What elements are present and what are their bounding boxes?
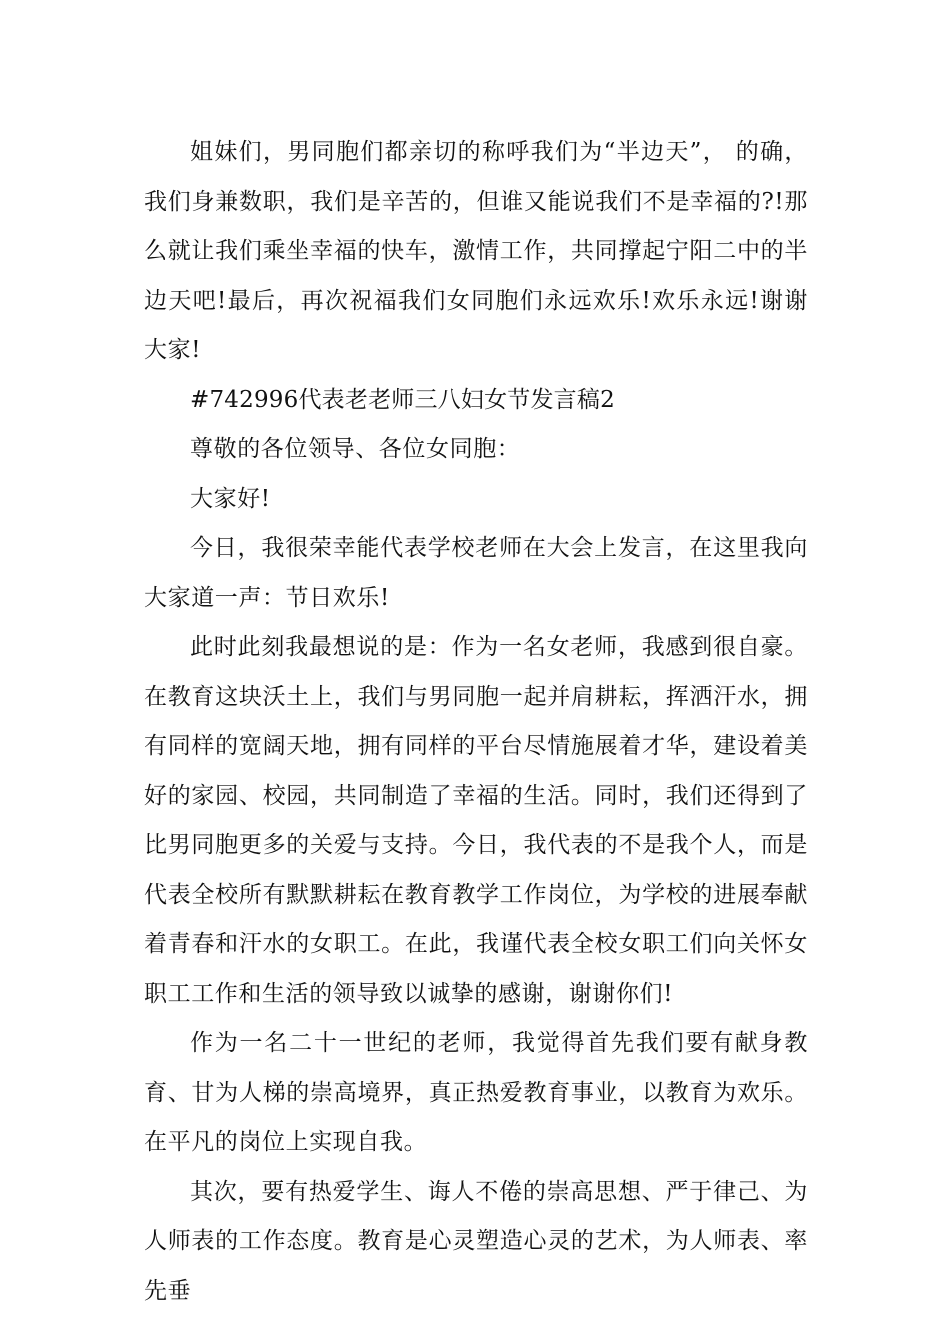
body-paragraph: 作为一名二十一世纪的老师，我觉得首先我们要有献身教育、甘为人梯的崇高境界，真正热爱教育事业，以教育为欢乐。在平凡的岗位上实现自我。 [144, 1030, 808, 1155]
salutation: 尊敬的各位领导、各位女同胞： [190, 436, 521, 462]
opening-paragraph: 今日，我很荣幸能代表学校老师在大会上发言，在这里我向大家道一声：节日欢乐! [144, 535, 808, 611]
body-paragraph: 其次，要有热爱学生、诲人不倦的崇高思想、严于律己、为人师表的工作态度。教育是心灵塑造心灵的艺术，为人师表、率先垂 [144, 1178, 808, 1304]
speech-title: #742996代表老老师三八妇女节发言稿2 [190, 386, 615, 413]
closing-paragraph: 姐妹们，男同胞们都亲切的称呼我们为“半边天”， 的确，我们身兼数职，我们是辛苦的，但谁又能说我们不是幸福的?!那么就让我们乘坐幸福的快车，激情工作，共同撑起宁阳二中的半边天吧!最后，再次祝福我们女同胞们永远欢乐!欢乐永远!谢谢大家! [144, 139, 808, 363]
greeting: 大家好! [190, 485, 271, 512]
body-paragraph: 此时此刻我最想说的是：作为一名女老师，我感到很自豪。在教育这块沃土上，我们与男同胞一起并肩耕耘，挥洒汗水，拥有同样的宽阔天地，拥有同样的平台尽情施展着才华，建设着美好的家园、校园，共同制造了幸福的生活。同时，我们还得到了比男同胞更多的关爱与支持。今日，我代表的不是我个人，而是代表全校所有默默耕耘在教育教学工作岗位，为学校的进展奉献着青春和汗水的女职工。在此，我谨代表全校女职工们向关怀女职工工作和生活的领导致以诚挚的感谢，谢谢你们! [144, 634, 808, 1007]
document-body [144, 128, 808, 1316]
